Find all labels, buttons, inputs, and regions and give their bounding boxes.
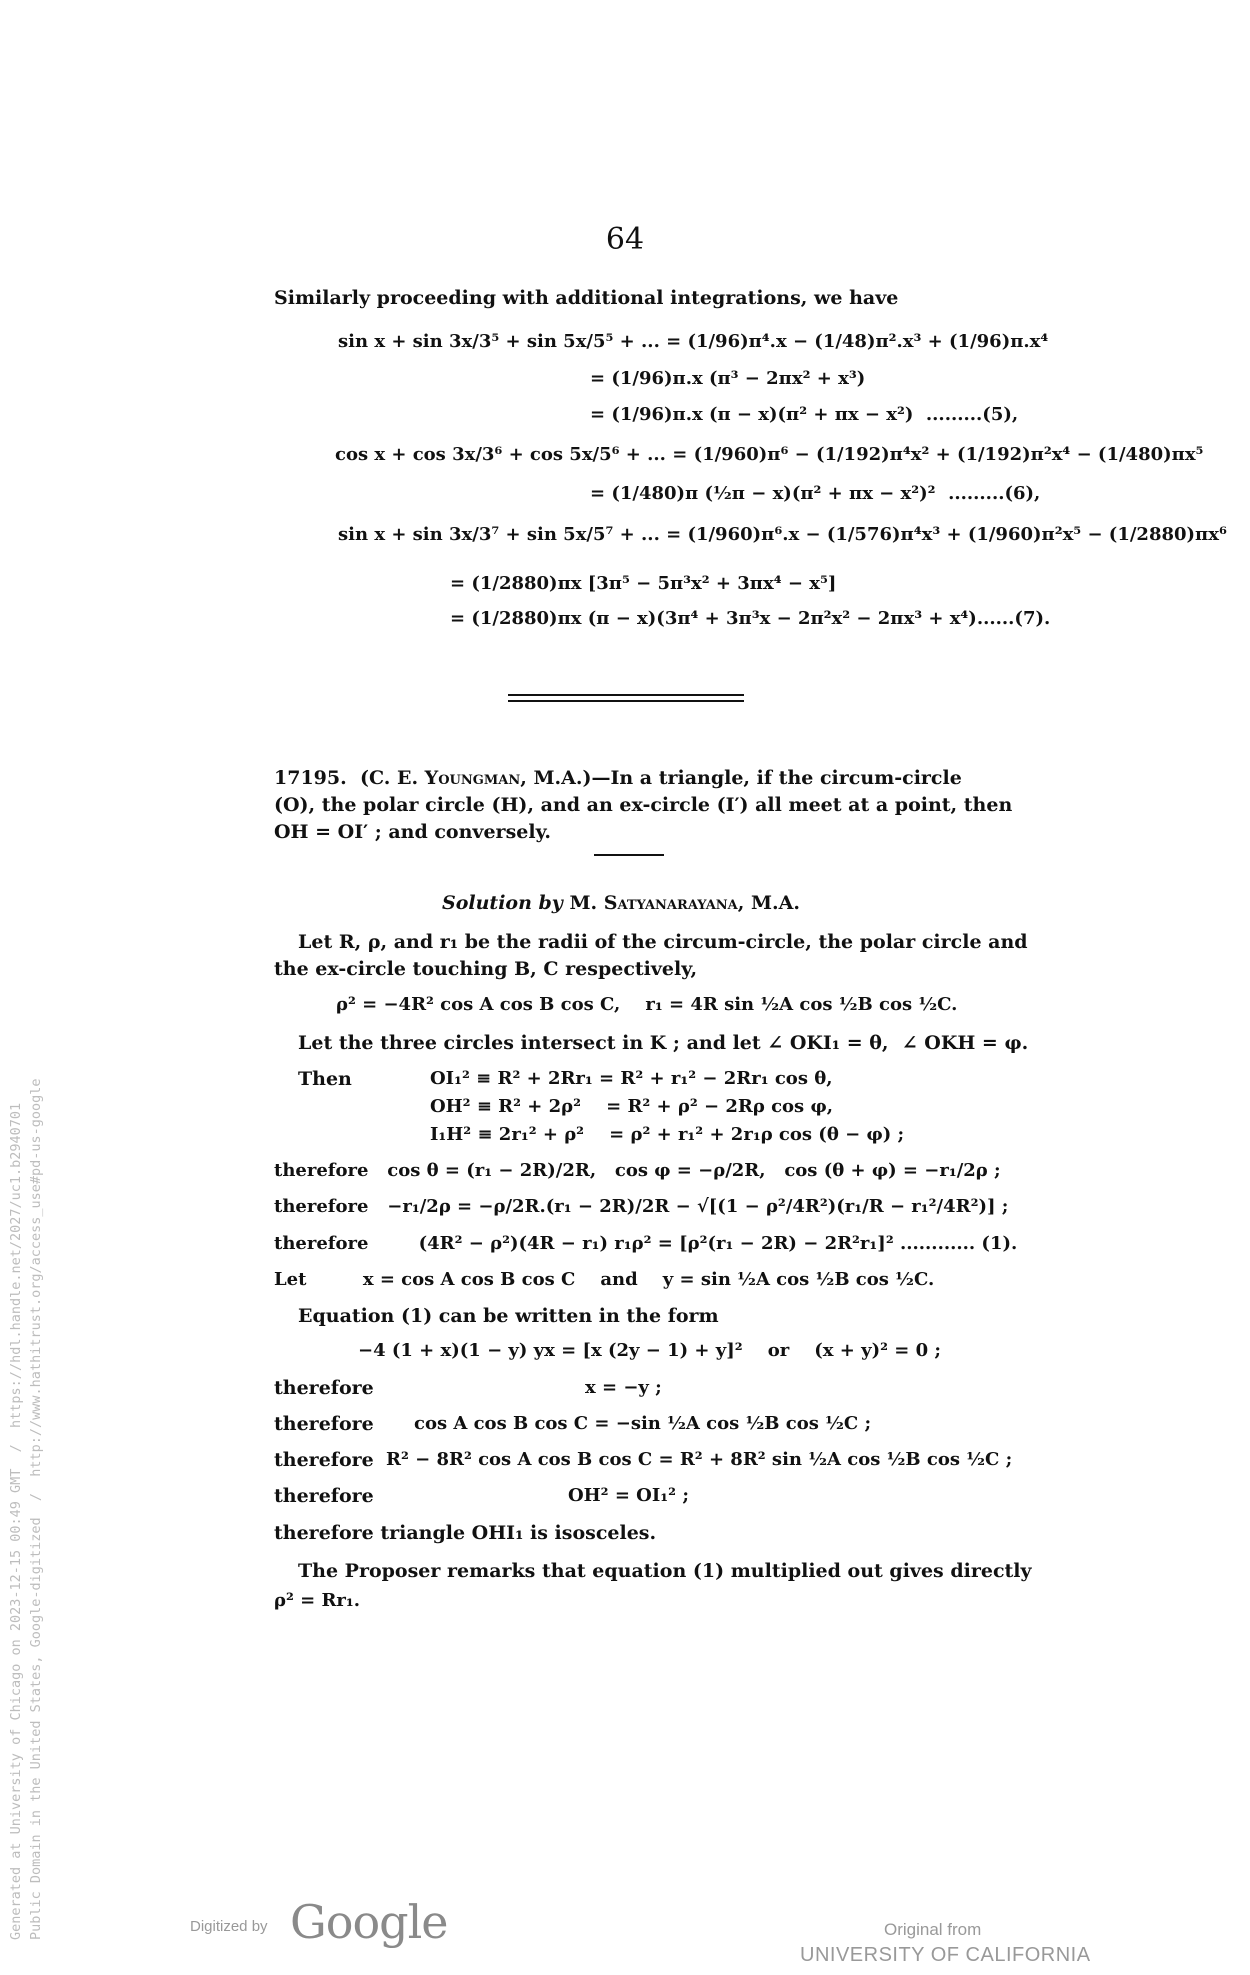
therefore-label-15: therefore <box>274 1413 374 1435</box>
solution-prefix: Solution by <box>442 892 563 914</box>
solution-line-13: −4 (1 + x)(1 − y) yx = [x (2y − 1) + y]² or (x + y)² = 0 ; <box>358 1340 942 1361</box>
problem-line-1 <box>274 767 962 789</box>
solution-line-4: Let the three circles intersect in K ; and let ∠ OKI₁ = θ, ∠ OKH = φ. <box>298 1032 1029 1054</box>
problem-number: 17195. <box>274 767 347 789</box>
problem-text-1: —In a triangle, if the circum-circle <box>591 767 962 789</box>
solution-line-9: therefore −r₁/2ρ = −ρ/2R.(r₁ − 2R)/2R − √[(1 − ρ²/4R²)(r₁/R − r₁²/4R²)] ; <box>274 1196 1009 1217</box>
short-divider <box>594 854 664 856</box>
equation-line-4: cos x + cos 3x/3⁶ + cos 5x/5⁶ + ... = (1/960)π⁶ − (1/192)π⁴x² + (1/192)π²x⁴ − (1/480)πx⁵ <box>335 444 1204 465</box>
solution-heading <box>442 892 800 914</box>
solution-line-7: I₁H² ≡ 2r₁² + ρ² = ρ² + r₁² + 2r₁ρ cos (θ − φ) ; <box>430 1124 905 1145</box>
watermark-line-2: Public Domain in the United States, Google-digitized / http://www.hathitrust.org/access_use#pd-us-google <box>28 1078 44 1940</box>
intro-text: Similarly proceeding with additional integrations, we have <box>274 287 899 309</box>
therefore-label-14: therefore <box>274 1377 374 1399</box>
then-label: Then <box>298 1068 352 1090</box>
page-number: 64 <box>605 222 645 257</box>
solution-line-8: therefore cos θ = (r₁ − 2R)/2R, cos φ = −ρ/2R, cos (θ + φ) = −r₁/2ρ ; <box>274 1160 1001 1181</box>
problem-author: (C. E. Youngman, M.A.) <box>359 767 592 789</box>
solution-line-10: therefore (4R² − ρ²)(4R − r₁) r₁ρ² = [ρ²(r₁ − 2R) − 2R²r₁]² ............ (1). <box>274 1233 1018 1254</box>
equation-line-7: = (1/2880)πx [3π⁵ − 5π³x² + 3πx⁴ − x⁵] <box>450 573 837 594</box>
solution-line-20: ρ² = Rr₁. <box>274 1590 361 1611</box>
section-divider-bottom <box>508 700 744 702</box>
google-logo: Google <box>290 1895 448 1949</box>
equation-line-5: = (1/480)π (½π − x)(π² + πx − x²)² .........(6), <box>590 483 1041 504</box>
therefore-label-17: therefore <box>274 1485 374 1507</box>
problem-line-2: (O), the polar circle (H), and an ex-circle (I′) all meet at a point, then <box>274 794 1013 816</box>
solution-author: M. Satyanarayana, M.A. <box>569 892 800 914</box>
equation-line-3: = (1/96)π.x (π − x)(π² + πx − x²) .........(5), <box>590 404 1019 425</box>
equation-line-1: sin x + sin 3x/3⁵ + sin 5x/5⁵ + ... = (1/96)π⁴.x − (1/48)π².x³ + (1/96)π.x⁴ <box>338 331 1049 352</box>
solution-line-12: Equation (1) can be written in the form <box>298 1305 719 1327</box>
solution-line-5: OI₁² ≡ R² + 2Rr₁ = R² + r₁² − 2Rr₁ cos θ, <box>430 1068 833 1089</box>
solution-line-11: Let x = cos A cos B cos C and y = sin ½A cos ½B cos ½C. <box>274 1269 935 1290</box>
solution-line-2: the ex-circle touching B, C respectively, <box>274 958 698 980</box>
equation-line-8: = (1/2880)πx (π − x)(3π⁴ + 3π³x − 2π²x² − 2πx³ + x⁴)......(7). <box>450 608 1051 629</box>
solution-line-15: cos A cos B cos C = −sin ½A cos ½B cos ½C ; <box>414 1413 872 1434</box>
section-divider-top <box>508 694 744 696</box>
digitized-by-label: Digitized by <box>190 1918 268 1935</box>
watermark-line-1: Generated at University of Chicago on 2023-12-15 00:49 GMT / https://hdl.handle.net/2027/uc1.b2940701 <box>8 1102 24 1940</box>
solution-line-14: x = −y ; <box>585 1377 662 1398</box>
solution-line-6: OH² ≡ R² + 2ρ² = R² + ρ² − 2Rρ cos φ, <box>430 1096 834 1117</box>
solution-line-17: OH² = OI₁² ; <box>568 1485 689 1506</box>
therefore-label-16: therefore <box>274 1449 374 1471</box>
hathitrust-watermark <box>6 1078 46 1940</box>
equation-line-6: sin x + sin 3x/3⁷ + sin 5x/5⁷ + ... = (1/960)π⁶.x − (1/576)π⁴x³ + (1/960)π²x⁵ − (1/2880)πx⁶ <box>338 524 1227 545</box>
solution-line-18: therefore triangle OHI₁ is isosceles. <box>274 1522 657 1544</box>
solution-line-19: The Proposer remarks that equation (1) multiplied out gives directly <box>298 1560 1032 1582</box>
solution-line-16: R² − 8R² cos A cos B cos C = R² + 8R² sin ½A cos ½B cos ½C ; <box>386 1449 1013 1470</box>
solution-line-3: ρ² = −4R² cos A cos B cos C, r₁ = 4R sin ½A cos ½B cos ½C. <box>336 994 958 1015</box>
institution-label: UNIVERSITY OF CALIFORNIA <box>800 1944 1091 1966</box>
solution-line-1: Let R, ρ, and r₁ be the radii of the circum-circle, the polar circle and <box>298 931 1028 953</box>
problem-line-3: OH = OI′ ; and conversely. <box>274 821 552 843</box>
equation-line-2: = (1/96)π.x (π³ − 2πx² + x³) <box>590 368 866 389</box>
original-from-label: Original from <box>884 1920 982 1939</box>
